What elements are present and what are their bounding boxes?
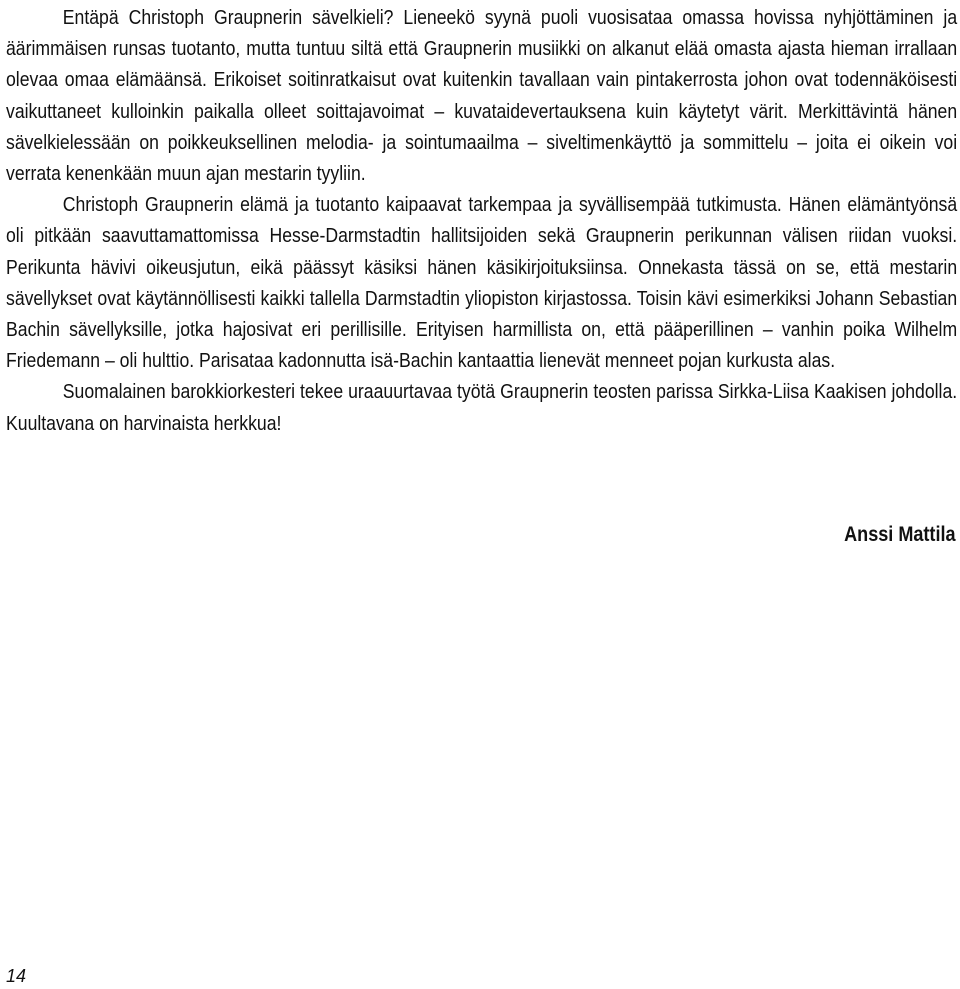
paragraph-1: Entäpä Christoph Graupnerin sävelkieli? Lieneekö syynä puoli vuosisataa omassa hovissa nyhjöttäminen ja äärimmäisen runsas tuotanto, mutta tuntuu siltä että Graupnerin musiikki on alkanut elää omasta ajasta hieman irrallaan olevaa omaa elämäänsä. Erikoiset soitinratkaisut ovat kuitenkin tavallaan vain pintakerrosta johon ovat todennäköisesti vaikuttaneet kulloinkin paikalla olleet soittajavoimat – kuvataidevertauksena kuin käytetyt värit. Merkittävintä hänen sävelkielessään on poikkeuksellinen melodia- ja sointumaailma – siveltimenkäyttö ja sommittelu – joita ei oikein voi verrata kenenkään muun ajan mestarin tyyliin. (6, 6, 958, 186)
article-body (6, 2, 957, 439)
paragraph-2: Christoph Graupnerin elämä ja tuotanto kaipaavat tarkempaa ja syvällisempää tutkimusta. Hänen elämäntyönsä oli pitkään saavuttamattomissa Hesse-Darmstadtin hallitsijoiden sekä Graupnerin perikunnan välisen riidan vuoksi. Perikunta hävivi oikeusjutun, eikä päässyt käsiksi hänen käsikirjoituksiinsa. Onnekasta tässä on se, että mestarin sävellykset ovat käytännöllisesti kaikki tallella Darmstadtin yliopiston kirjastossa. Toisin kävi esimerkiksi Johann Sebastian Bachin sävellyksille, jotka hajosivat eri perillisille. Erityisen harmillista on, että pääperillinen – vanhin poika Wilhelm Friedemann – oli hulttio. Parisataa kadonnutta isä-Bachin kantaattia lienevät menneet pojan kurkusta alas. (6, 193, 958, 373)
page-number: 14 (6, 966, 27, 986)
author-signature: Anssi Mattila (844, 523, 956, 546)
paragraph-3: Suomalainen barokkiorkesteri tekee uraauurtavaa työtä Graupnerin teosten parissa Sirkka-Liisa Kaakisen johdolla. Kuultavana on harvinaista herkkua! (6, 380, 958, 435)
